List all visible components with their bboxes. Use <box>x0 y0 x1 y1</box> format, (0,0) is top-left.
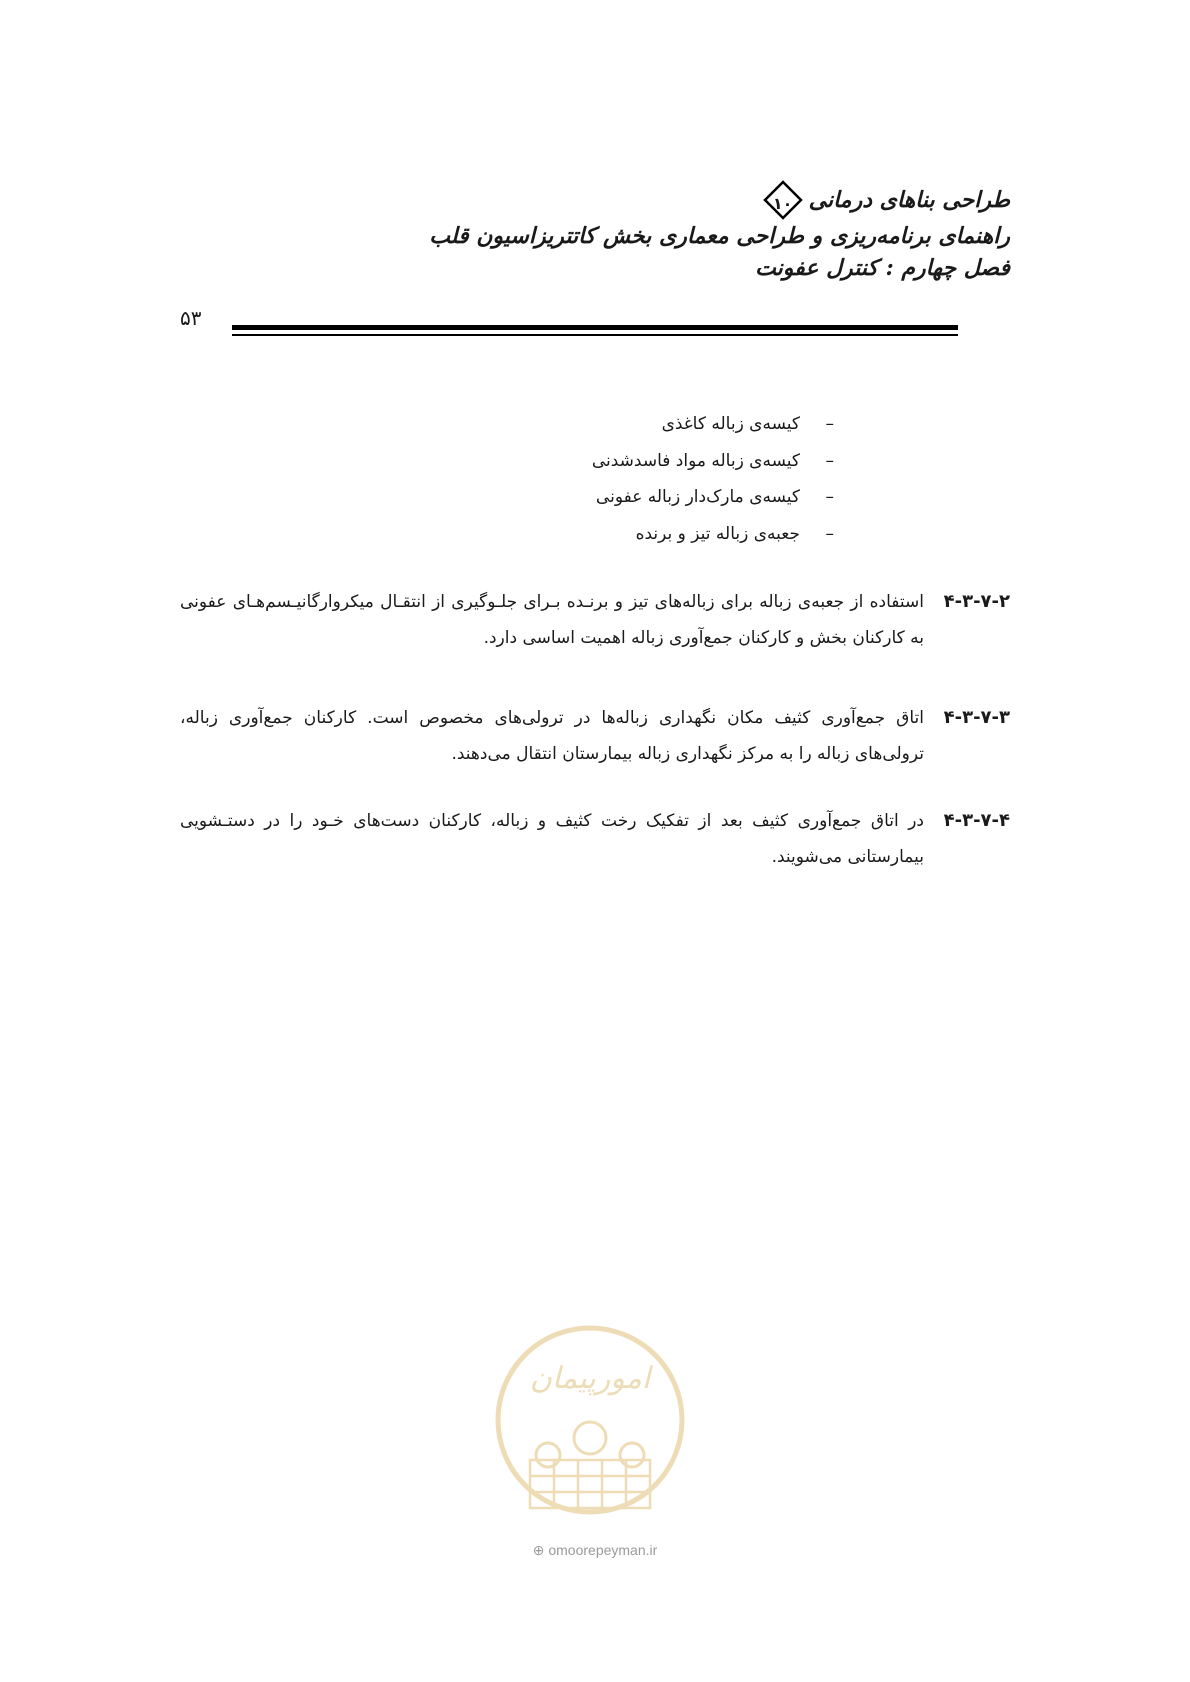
list-item-text: کیسه‌ی زباله مواد فاسدشدنی <box>591 450 800 471</box>
bullet-list <box>434 406 834 552</box>
list-item-text: کیسه‌ی زباله کاغذی <box>661 414 800 434</box>
list-item <box>434 516 834 553</box>
list-item <box>434 443 834 480</box>
watermark-logo-text: امورپیمان <box>529 1361 651 1396</box>
page-header <box>250 180 1010 284</box>
section-paragraph <box>180 803 1010 875</box>
book-title: راهنمای برنامه‌ریزی و طراحی معماری بخش کاتتریزاسیون قلب <box>429 223 1010 249</box>
bullet-dash: – <box>825 523 834 544</box>
paragraph-text: استفاده از جعبه‌ی زباله برای زباله‌های تیز و برنـده بـرای جلـوگیری از انتقـال میکروارگانیـسم‌هـای عفونی به کارکنان بخش و کارکنان جمع‌آوری زباله اهمیت اساسی دارد. <box>180 592 924 648</box>
watermark-site <box>495 1542 695 1559</box>
list-item <box>434 406 834 443</box>
header-rule-thin <box>232 334 958 336</box>
header-rule-thick <box>232 325 958 330</box>
list-item-text: جعبه‌ی زباله تیز و برنده <box>635 523 800 544</box>
watermark-ring <box>498 1328 682 1512</box>
bullet-dash: – <box>825 487 834 507</box>
section-number: ۴-۳-۷-۳ <box>943 707 1010 728</box>
book-series-title-row <box>250 180 1010 220</box>
paragraph-text: اتاق جمع‌آوری کثیف مکان نگهداری زباله‌ها در ترولی‌های مخصوص است. کارکنان جمع‌آوری زباله، ترولی‌های زباله را به مرکز نگهداری زباله بیمارستان انتقال می‌دهند. <box>180 708 924 764</box>
book-series-title: طراحی بناهای درمانی <box>808 187 1010 213</box>
page-number: ۵۳ <box>180 306 202 330</box>
bullet-dash: – <box>825 414 834 434</box>
section-paragraph <box>180 700 1010 772</box>
globe-icon: ⊕ <box>532 1542 545 1558</box>
list-item-text: کیسه‌ی مارک‌دار زباله عفونی <box>595 487 800 507</box>
watermark-logo <box>490 1320 690 1530</box>
section-number: ۴-۳-۷-۴ <box>943 810 1010 831</box>
bullet-dash: – <box>825 450 834 471</box>
list-item <box>434 479 834 516</box>
section-paragraph <box>180 584 1010 656</box>
section-number: ۴-۳-۷-۲ <box>943 591 1010 612</box>
volume-number: ۱۰ <box>772 194 793 213</box>
paragraph-text: در اتاق جمع‌آوری کثیف بعد از تفکیک رخت کثیف و زباله، کارکنان دست‌های خـود را در دستـشویی بیمارستانی می‌شویند. <box>180 811 924 867</box>
volume-badge <box>763 180 803 220</box>
watermark-site-text: omoorepeyman.ir <box>548 1542 658 1558</box>
chapter-title: فصل چهارم : کنترل عفونت <box>755 255 1010 281</box>
